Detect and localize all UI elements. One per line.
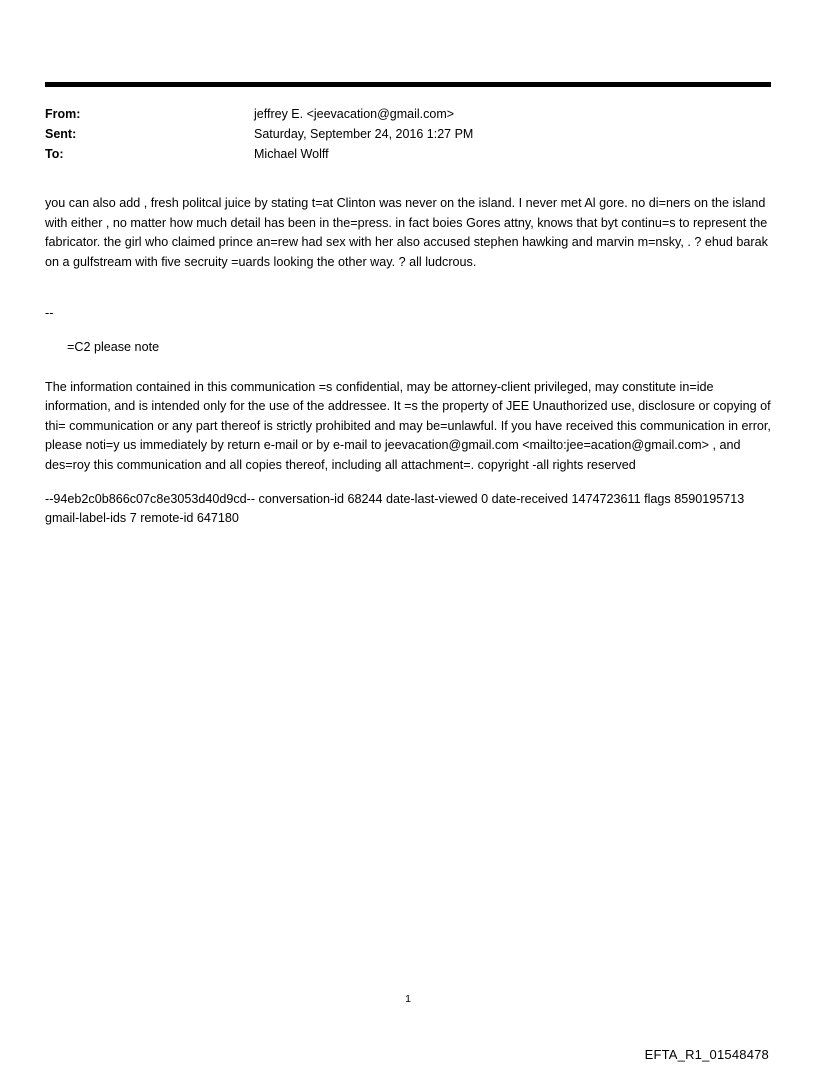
confidentiality-disclaimer: The information contained in this communication =s confidential, may be attorney-client privileged, may constitute in=ide information, and is intended only for the use of the addressee. It =s the property of JEE Unauthorized use, disclosure or copying of thi= communication or any part thereof is strictly prohibited and may be=unlawful. If you have received this communication in error, please noti=y us immediately by return e-mail or by e-mail to jeevacation@gmail.com <mailto:jee=acation@gmail.com> , and des=roy this communication and all copies thereof, including all attachment=. copyright -all rights reserved <box>45 379 771 472</box>
header-label-sent: Sent: <box>45 127 77 141</box>
page-number: 1 <box>405 993 411 1005</box>
signature-separator: -- <box>45 306 54 321</box>
header-row-to <box>45 146 771 163</box>
spacer-after-note <box>45 358 771 378</box>
email-body <box>45 194 771 529</box>
header-row-sent <box>45 126 771 143</box>
header-row-from <box>45 106 771 123</box>
spacer-after-message <box>45 272 771 304</box>
bates-number: EFTA_R1_01548478 <box>644 1047 769 1062</box>
header-value-sent: Saturday, September 24, 2016 1:27 PM <box>254 127 474 141</box>
header-value-to: Michael Wolff <box>254 147 329 161</box>
header-label-from: From: <box>45 107 81 121</box>
header-label-to: To: <box>45 147 64 161</box>
spacer-after-separator <box>45 324 771 338</box>
header-divider-rule <box>45 82 771 87</box>
mime-boundary-metadata: --94eb2c0b866c07c8e3053d40d9cd-- conversation-id 68244 date-last-viewed 0 date-received 1474723611 flags 8590195713 gmail-label-ids 7 remote-id 647180 <box>45 491 745 526</box>
email-header <box>45 106 771 166</box>
please-note-line: =C2 please note <box>67 339 160 354</box>
header-value-from: jeffrey E. <jeevacation@gmail.com> <box>254 107 455 121</box>
spacer-after-disclaimer <box>45 476 771 490</box>
message-paragraph: you can also add , fresh politcal juice by stating t=at Clinton was never on the island. I never met Al gore. no di=ners on the island with either , no matter how much detail has been in the=press. in fact boies Gores attny, knows that byt continu=s to represent the fabricator. the girl who claimed prince an=rew had sex with her also accused stephen hawking and marvin m=nsky, . ? ehud barak on a gulfstream with five secruity =uards looking the other way. ? all ludcrous. <box>45 196 768 269</box>
